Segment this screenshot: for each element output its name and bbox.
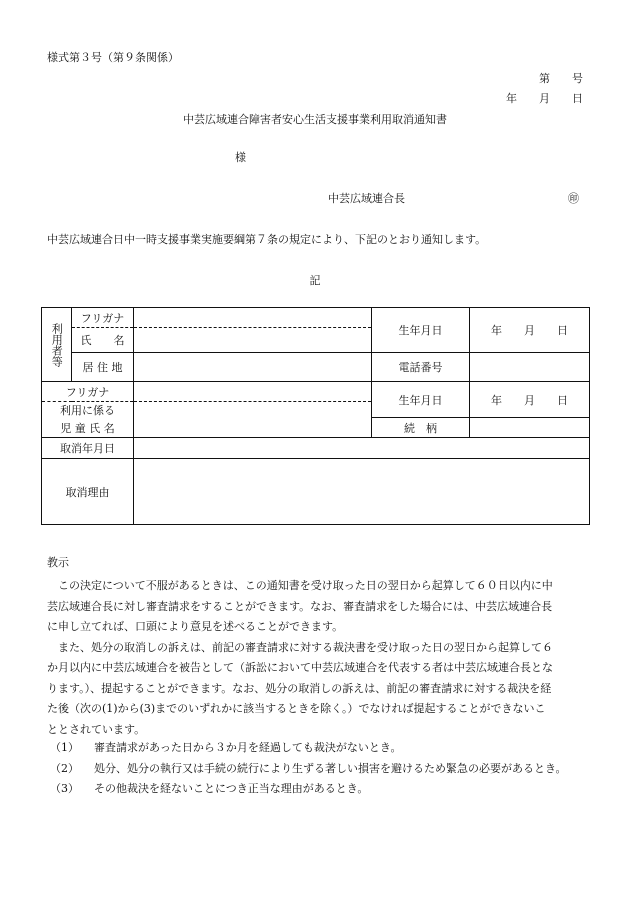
notice-line: か月以内に中芸広域連合を被告として（訴訟において中芸広域連合を代表する者は中芸広域連合長とな (47, 661, 553, 674)
address-field[interactable] (134, 353, 372, 382)
furigana-label: フリガナ (72, 308, 134, 328)
user-group-label-cell (42, 308, 72, 382)
cancel-date-label: 取消年月日 (42, 438, 134, 459)
phone-field[interactable] (470, 353, 590, 382)
phone-label: 電話番号 (372, 353, 470, 382)
notice-heading: 教示 (47, 556, 69, 569)
notice-list-item (50, 783, 368, 794)
notice-line: この決定について不服があるときは、この通知書を受け取った日の翌日から起算して６０日以内に中 (47, 579, 553, 592)
cancel-date-field[interactable] (134, 438, 590, 459)
notice-line: ります。）、提起することができます。なお、処分の取消しの訴えは、前記の審査請求に対する裁決を経 (47, 681, 552, 695)
relation-field[interactable] (470, 418, 590, 438)
name-field[interactable] (134, 328, 372, 353)
issuer-name: 中芸広域連合長 (328, 192, 405, 205)
document-title: 中芸広域連合障害者安心生活支援事業利用取消通知書 (183, 113, 447, 126)
furigana-field[interactable] (134, 308, 372, 328)
birthdate-label: 生年月日 (372, 308, 470, 353)
notice-line: に申し立てれば、口頭により意見を述べることができます。 (47, 620, 344, 633)
address-label: 居 住 地 (72, 353, 134, 382)
notice-list-number: （1） (50, 741, 79, 754)
intro-text: 中芸広域連合日中一時支援事業実施要綱第７条の規定により、下記のとおり通知します。 (47, 233, 487, 246)
notice-list-number: （2） (50, 761, 79, 775)
document-number: 第 号 (539, 72, 583, 85)
user-group-label: 利用者等 (50, 322, 64, 367)
name-label: 氏 名 (72, 328, 134, 353)
issue-date: 年 月 日 (506, 92, 583, 105)
cancel-reason-label: 取消理由 (42, 459, 134, 525)
notice-list-text: その他裁決を経ないことにつき正当な理由があるとき。 (94, 782, 369, 795)
child-name-label-line1: 利用に係る (60, 404, 115, 417)
addressee-suffix: 様 (235, 151, 246, 164)
child-name-label-line2: 児 童 氏 名 (60, 421, 115, 435)
notice-list-text: 処分、処分の執行又は手続の続行により生ずる著しい損害を避けるため緊急の必要があるとき。 (94, 761, 567, 775)
form-number: 様式第３号（第９条関係） (47, 51, 179, 64)
child-furigana-label: フリガナ (42, 382, 134, 402)
child-name-field[interactable] (134, 402, 372, 438)
seal-mark: ㊞ (568, 192, 579, 205)
notice-list-item (50, 763, 567, 774)
cancel-reason-field[interactable] (134, 459, 590, 525)
notice-list-number: （3） (50, 782, 79, 795)
child-birthdate-field[interactable]: 年 月 日 (470, 382, 590, 418)
notice-list-item (50, 742, 401, 753)
child-furigana-field[interactable] (134, 382, 372, 402)
notice-list-text: 審査請求があった日から３か月を経過しても裁決がないとき。 (94, 741, 402, 754)
notice-line: 芸広域連合長に対し審査請求をすることができます。なお、審査請求をした場合には、中芸広域連合長 (47, 599, 553, 613)
form-table (41, 307, 590, 525)
child-name-label (42, 402, 134, 438)
child-birthdate-label: 生年月日 (372, 382, 470, 418)
birthdate-field[interactable]: 年 月 日 (470, 308, 590, 353)
notice-line: た後（次の(1)から(3)までのいずれかに該当するときを除く。）でなければ提起することができないこ (47, 702, 546, 715)
notice-line: ととされています。 (47, 722, 146, 736)
notice-line: また、処分の取消しの訴えは、前記の審査請求に対する裁決書を受け取った日の翌日から起算して６ (47, 640, 553, 654)
ki-heading: 記 (309, 274, 321, 287)
relation-label: 続 柄 (372, 418, 470, 438)
